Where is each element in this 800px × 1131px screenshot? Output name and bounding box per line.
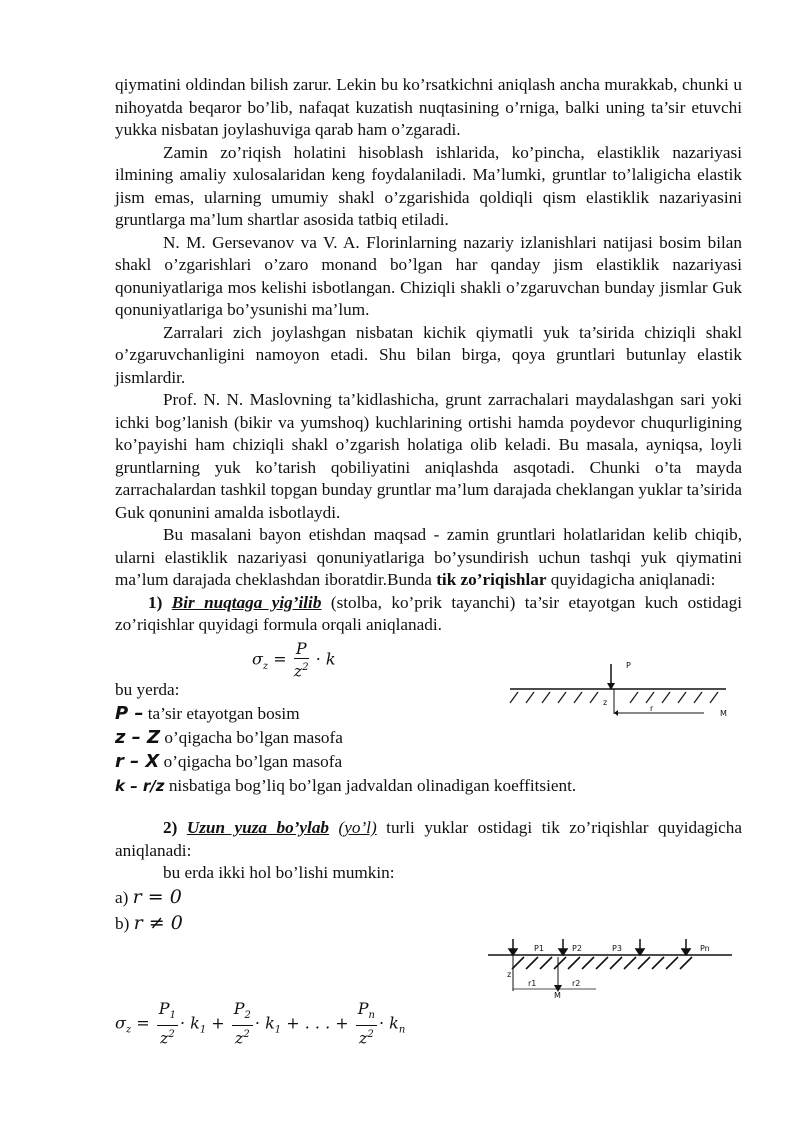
depth-label: z [507, 970, 512, 979]
item-2 [115, 817, 742, 885]
den-var: z [159, 1028, 169, 1048]
def-text: ta’sir etayotgan bosim [147, 704, 300, 723]
num-var: P [158, 999, 170, 1018]
case-label: a) [115, 888, 129, 907]
den-var: z [358, 1028, 368, 1048]
definition-row [115, 726, 655, 750]
paragraph: N. M. Gersevanov va V. A. Florinlarning nazariy izlanishlari natijasi bosim bilan shakl o’zgarishlari o’zaro monand bo’lgan har qanday jism elastiklik nazariyasi qonuniyatlariga mos kelishi isbotlangan. Chiziqli shakli o’zgaruvchan bunday jismlar Guk qonuniyatlariga bo’ysunishi ma’lum. [115, 232, 742, 319]
dot: · [379, 1013, 385, 1033]
plus-sign: + [211, 1013, 225, 1033]
subscript: 1 [199, 1024, 207, 1036]
def-text: nisbatiga bog’liq bo’lgan jadvaldan olinadigan koeffitsient. [168, 776, 577, 795]
paragraph-tail: quyidagicha aniqlanadi: [546, 570, 716, 589]
r2-label: r2 [572, 979, 581, 988]
subscript: 1 [274, 1024, 282, 1036]
paragraph-goal [115, 524, 742, 592]
load-pn-label: Pn [700, 944, 710, 953]
definition-row [115, 774, 655, 798]
paragraph: qiymatini oldindan bilish zarur. Lekin bu ko’rsatkichni aniqlash ancha murakkab, chunki u nihoyatda beqaror bo’lib, nafaqat kuzatish nuqtasining o’rniga, balki uning ta’sir etuvchi yukka nisbatan joylashuviga qarab ham o’zgaradi. [115, 75, 742, 139]
def-symbol: r – X [115, 751, 160, 772]
load-label: P [626, 661, 631, 670]
depth-label: z [603, 698, 608, 707]
numerator: P [294, 640, 309, 659]
case-label: b) [115, 914, 130, 933]
k-coefficient: k [325, 649, 336, 669]
point-load-diagram [508, 656, 738, 718]
item-number: 1) [148, 592, 163, 612]
numerator [232, 1000, 253, 1026]
distributed-load-diagram [486, 937, 736, 999]
sigma-symbol: σ [115, 1013, 126, 1033]
formula-distributed-load: $\sigma_z$ = $\frac{P_1}{z^2}$ · $k_1$ + $\frac{P_2}{z^2}$ · $k_1$ + . . . + $\frac{P_n}{z^2}$ · $k_n$ [115, 999, 406, 1048]
point-label: M [554, 991, 561, 999]
fraction [294, 640, 309, 680]
subscript: z [262, 660, 269, 672]
cases [115, 884, 183, 936]
superscript: 2 [243, 1029, 250, 1041]
superscript: 2 [302, 662, 309, 673]
dot: · [179, 1013, 186, 1033]
subscript: n [368, 1010, 375, 1022]
ellipsis: + . . . + [286, 1013, 349, 1033]
body-text [115, 74, 742, 637]
den-var: z [293, 661, 303, 681]
denominator [157, 1026, 178, 1047]
fraction [232, 1000, 253, 1048]
item-text: turli yuklar ostidagi tik zo’riqishlar quyidagicha aniqlanadi: [115, 818, 743, 860]
subscript: z [125, 1024, 132, 1036]
r1-label: r1 [528, 979, 537, 988]
denominator [232, 1026, 253, 1047]
paragraph: Prof. N. N. Maslovning ta’kidlashicha, grunt zarrachalari maydalashgan sari yoki ichki bog’lanish (bikir va yumshoq) kuchlarining ortishi hamda poydevor chuqurligining ko’payishi ham chiziqli shakl o’zgarish holatiga olib keladi. Bu masala, ayniqsa, loyli gruntlarning yuk ko’tarish qobiliyatini aniqlashda asqotadi. Chunki o’ta mayda zarrachalardan tashkil topgan bunday gruntlar ma’lum darajada cheklangan yuklar ta’sirida Guk qonunini amalda isbotlaydi. [115, 390, 742, 522]
subscript: 1 [169, 1010, 176, 1022]
item-text: (stolba, ko’prik tayanchi) ta’sir etayotgan kuch ostidagi zo’riqishlar quyidagi formula orqali aniqlanadi. [115, 592, 742, 634]
load-p2-label: P2 [572, 944, 582, 953]
case-expr: r = 0 [132, 886, 182, 908]
paragraph: Zamin zo’riqish holatini hisoblash ishlarida, ko’pincha, elastiklik nazariyasi ilmining amaliy xulosalaridan keng foydalaniladi. Ma’lumki, gruntlar to’laligicha elastik jism emas, ularning umumiy shakl o’zgarishida qoldiqli qism elastiklik nazariyasini gruntlarga ma’lum shartlar asosida tatbiq etiladi. [115, 142, 742, 229]
load-p3-label: P3 [612, 944, 622, 953]
subscript: 2 [244, 1010, 251, 1022]
dot: · [315, 649, 321, 669]
denominator [356, 1026, 377, 1047]
def-symbol: z – Z [115, 727, 161, 748]
bold-term: tik zo’riqishlar [436, 570, 547, 589]
paragraph: Zarralari zich joylashgan nisbatan kichik qiymatli yuk ta’sirida chiziqli shakl o’zgaruvchanligini namoyon etadi. Shu bilan birga, qoya gruntlari butunlay elastik jismlardir. [115, 322, 742, 387]
dot: · [254, 1013, 261, 1033]
point-label: M [720, 709, 727, 718]
num-var: P [233, 999, 245, 1018]
fraction [157, 1000, 178, 1048]
equals-sign: = [136, 1013, 150, 1033]
sigma-symbol: σ [252, 649, 263, 669]
item-title: Bir nuqtaga yig’ilib [171, 592, 322, 612]
cases-intro: bu erda ikki hol bo’lishi mumkin: [163, 863, 395, 882]
bu-yerda-label: bu yerda: [115, 680, 180, 699]
superscript: 2 [168, 1029, 175, 1041]
fraction [356, 1000, 377, 1048]
superscript: 2 [367, 1029, 374, 1041]
case-row [115, 884, 183, 910]
item-paren: (yo’l) [338, 818, 377, 837]
definition-row [115, 750, 655, 774]
item-title: Uzun yuza bo’ylab [186, 818, 330, 837]
item-1 [115, 592, 742, 637]
item-number: 2) [163, 818, 178, 837]
formula-point-load [252, 640, 336, 680]
subscript: n [398, 1024, 406, 1036]
num-var: P [357, 999, 369, 1018]
def-symbol: k – r/z [115, 777, 165, 795]
den-var: z [234, 1028, 244, 1048]
radius-label: r [650, 704, 654, 713]
equals-sign: = [273, 649, 287, 669]
def-symbol: P – [115, 703, 144, 724]
numerator [157, 1000, 178, 1026]
def-text: o’qigacha bo’lgan masofa [163, 752, 343, 771]
numerator [356, 1000, 377, 1026]
case-row [115, 910, 183, 936]
paragraph-text: Bu masalani bayon etishdan maqsad - zamin gruntlari holatlaridan kelib chiqib, ularni elastiklik nazariyasi qonuniyatlariga bo’ysundirish uchun tashqi yuk qiymatini ma’lum darajada cheklashdan iboratdir.Bunda [115, 525, 742, 589]
def-text: o’qigacha bo’lgan masofa [164, 728, 343, 747]
load-p1-label: P1 [534, 944, 544, 953]
case-expr: r ≠ 0 [133, 912, 183, 934]
